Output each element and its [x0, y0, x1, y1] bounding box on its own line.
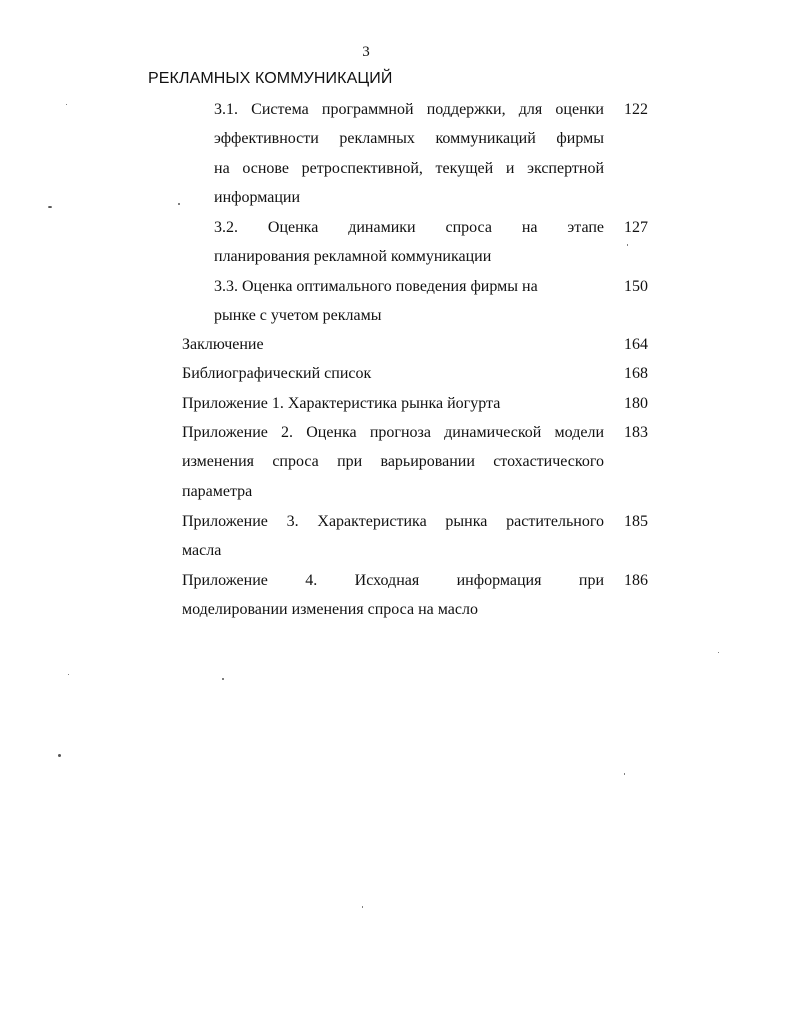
toc-entry-text	[182, 359, 602, 388]
toc-entry-appendix-1	[182, 389, 652, 419]
toc-line: масла	[182, 542, 222, 560]
toc-entry-text	[214, 272, 574, 331]
toc-page-number: 150	[624, 278, 648, 295]
toc-entry-3-2	[214, 213, 652, 272]
scan-speck	[178, 203, 180, 205]
toc-page-number: 180	[624, 395, 648, 412]
toc-line: Заключение	[182, 336, 264, 353]
toc-line: 3.3. Оценка оптимального поведения фирмы на	[214, 278, 538, 295]
toc-line: планирования рекламной коммуникации	[214, 248, 492, 266]
toc-entry-3-1	[214, 95, 652, 213]
toc-entry-text	[182, 330, 602, 359]
toc-line: Приложение 1. Характеристика рынка йогурта	[182, 395, 501, 412]
toc-line: моделировании изменения спроса на масло	[182, 601, 478, 619]
toc-line: параметра	[182, 482, 253, 500]
scan-speck	[718, 652, 719, 653]
toc-page-number: 183	[624, 424, 648, 441]
toc-page-number: 185	[624, 513, 648, 530]
toc-page-number: 164	[624, 336, 648, 353]
toc-line: 3.2. Оценка динамики спроса на этапе	[214, 219, 604, 236]
toc-entry-text	[182, 566, 604, 625]
toc-line: Приложение 3. Характеристика рынка растительного	[182, 513, 604, 530]
toc-line: Приложение 2. Оценка прогноза динамической модели	[182, 424, 604, 441]
toc-line: изменения спроса при варьировании стохастического	[182, 453, 604, 471]
toc-page-number: 186	[624, 572, 648, 589]
toc-page-number: 122	[624, 101, 648, 118]
toc-entry-appendix-3	[182, 507, 652, 566]
toc-entry-appendix-4	[182, 566, 652, 625]
toc-entry-conclusion	[182, 330, 652, 360]
toc-line: 3.1. Система программной поддержки, для оценки	[214, 101, 604, 118]
scan-speck	[627, 244, 628, 246]
toc-line: информации	[214, 188, 301, 206]
toc-entry-text	[182, 418, 604, 506]
toc-page-number: 127	[624, 219, 648, 236]
toc-entry-3-3	[214, 272, 652, 331]
toc-line: Приложение 4. Исходная информация при	[182, 572, 604, 589]
scan-speck	[222, 678, 224, 680]
toc-line: рынке с учетом рекламы	[214, 307, 382, 325]
toc-entry-appendix-2	[182, 418, 652, 507]
scan-speck	[58, 754, 61, 757]
page-number: 3	[362, 44, 370, 60]
toc-entry-text	[214, 95, 604, 212]
toc-line: эффективности рекламных коммуникаций фирмы	[214, 130, 604, 148]
scan-speck	[362, 906, 363, 908]
toc-entry-text	[182, 507, 604, 566]
toc-page-number: 168	[624, 365, 648, 382]
scan-speck	[624, 773, 625, 775]
toc-entry-text	[214, 213, 604, 272]
toc-entry-bibliography	[182, 359, 652, 389]
toc-line: на основе ретроспективной, текущей и экспертной	[214, 159, 604, 177]
scan-speck	[48, 206, 52, 208]
section-heading: РЕКЛАМНЫХ КОММУНИКАЦИЙ	[148, 70, 393, 87]
scan-speck	[68, 674, 69, 675]
scan-speck	[66, 104, 67, 105]
toc-line: Библиографический список	[182, 365, 372, 382]
toc-entry-text	[182, 389, 602, 418]
